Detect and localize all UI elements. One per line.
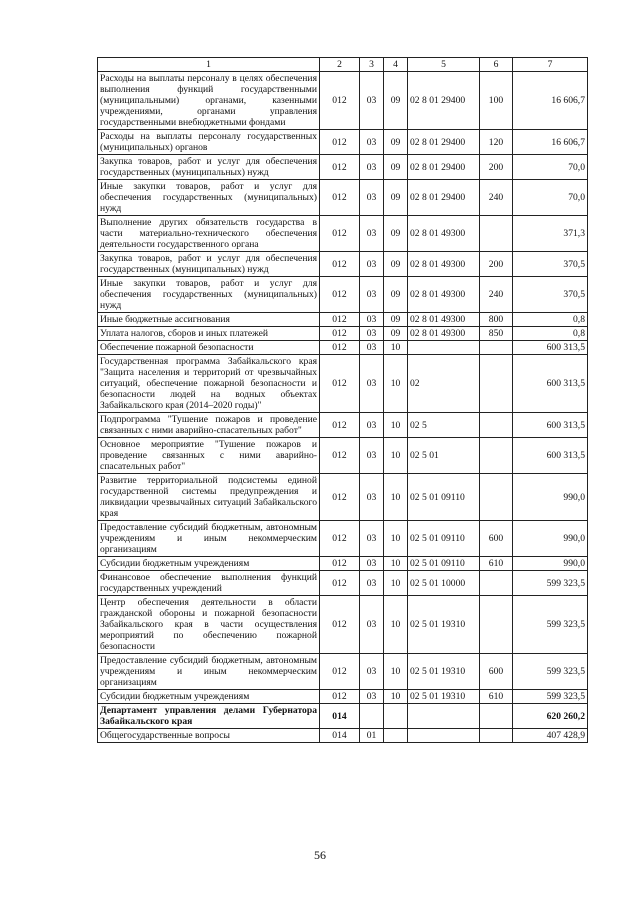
- header-row: [98, 58, 588, 72]
- cell-sum: 16 606,7: [513, 130, 588, 155]
- cell-gr: 012: [320, 155, 360, 180]
- cell-rz: 03: [360, 180, 384, 216]
- cell-vr: 240: [480, 180, 513, 216]
- cell-vr: 240: [480, 277, 513, 313]
- cell-sum: 600 313,5: [513, 341, 588, 355]
- cell-pr: [384, 704, 408, 729]
- table-row: [98, 277, 588, 313]
- cell-sum: 599 323,5: [513, 571, 588, 596]
- cell-name: Обеспечение пожарной безопасности: [98, 341, 320, 355]
- cell-gr: 012: [320, 341, 360, 355]
- cell-vr: [480, 355, 513, 413]
- cell-pr: 10: [384, 571, 408, 596]
- cell-gr: 012: [320, 474, 360, 521]
- cell-vr: [480, 413, 513, 438]
- cell-csr: 02: [408, 355, 480, 413]
- cell-rz: 01: [360, 729, 384, 743]
- cell-name: Финансовое обеспечение выполнения функций государственных учреждений: [98, 571, 320, 596]
- cell-pr: 09: [384, 130, 408, 155]
- cell-gr: 012: [320, 654, 360, 690]
- table-row: [98, 180, 588, 216]
- cell-pr: 09: [384, 327, 408, 341]
- table-row: [98, 654, 588, 690]
- cell-vr: 200: [480, 155, 513, 180]
- cell-rz: 03: [360, 690, 384, 704]
- table-row: [98, 596, 588, 654]
- table-row: [98, 355, 588, 413]
- cell-rz: 03: [360, 277, 384, 313]
- cell-csr: 02 8 01 29400: [408, 180, 480, 216]
- table-row: [98, 690, 588, 704]
- cell-vr: [480, 216, 513, 252]
- cell-gr: 012: [320, 571, 360, 596]
- budget-table: [97, 57, 588, 743]
- cell-name: Основное мероприятие "Тушение пожаров и проведение связанных с ними аварийно-спасательных работ": [98, 438, 320, 474]
- cell-pr: 10: [384, 557, 408, 571]
- cell-csr: 02 5 01 09110: [408, 521, 480, 557]
- cell-csr: 02 5 01 09110: [408, 557, 480, 571]
- table-row: [98, 313, 588, 327]
- cell-gr: 014: [320, 704, 360, 729]
- cell-csr: 02 8 01 49300: [408, 252, 480, 277]
- cell-sum: 70,0: [513, 180, 588, 216]
- cell-sum: 599 323,5: [513, 654, 588, 690]
- cell-rz: 03: [360, 654, 384, 690]
- cell-vr: 800: [480, 313, 513, 327]
- cell-gr: 012: [320, 130, 360, 155]
- cell-csr: 02 8 01 49300: [408, 216, 480, 252]
- col-header-rz: 3: [360, 58, 384, 72]
- cell-gr: 012: [320, 596, 360, 654]
- cell-csr: 02 5 01: [408, 438, 480, 474]
- table-row: [98, 216, 588, 252]
- cell-rz: 03: [360, 355, 384, 413]
- cell-name: Центр обеспечения деятельности в области гражданской обороны и пожарной безопасности Забайкальского края в части осуществления мероприятий по обеспечению пожарной безопасности: [98, 596, 320, 654]
- table-row: [98, 571, 588, 596]
- cell-sum: 600 313,5: [513, 438, 588, 474]
- cell-vr: [480, 704, 513, 729]
- cell-pr: 09: [384, 72, 408, 130]
- table-row: [98, 704, 588, 729]
- table-row: [98, 341, 588, 355]
- cell-csr: 02 5 01 19310: [408, 654, 480, 690]
- cell-sum: 990,0: [513, 474, 588, 521]
- cell-csr: [408, 341, 480, 355]
- table-row: [98, 252, 588, 277]
- cell-pr: 10: [384, 341, 408, 355]
- cell-sum: 600 313,5: [513, 413, 588, 438]
- cell-rz: 03: [360, 341, 384, 355]
- cell-name: Иные закупки товаров, работ и услуг для обеспечения государственных (муниципальных) нужд: [98, 277, 320, 313]
- cell-sum: 600 313,5: [513, 355, 588, 413]
- cell-name: Предоставление субсидий бюджетным, автономным учреждениям и иным некоммерческим организациям: [98, 654, 320, 690]
- cell-vr: [480, 571, 513, 596]
- cell-vr: [480, 596, 513, 654]
- table-row: [98, 729, 588, 743]
- cell-pr: 09: [384, 155, 408, 180]
- cell-csr: 02 5 01 09110: [408, 474, 480, 521]
- cell-rz: 03: [360, 72, 384, 130]
- cell-name: Закупка товаров, работ и услуг для обеспечения государственных (муниципальных) нужд: [98, 252, 320, 277]
- cell-csr: 02 5 01 10000: [408, 571, 480, 596]
- cell-csr: 02 5: [408, 413, 480, 438]
- cell-rz: 03: [360, 474, 384, 521]
- col-header-gr: 2: [320, 58, 360, 72]
- cell-sum: 599 323,5: [513, 596, 588, 654]
- cell-sum: 990,0: [513, 521, 588, 557]
- cell-pr: 10: [384, 474, 408, 521]
- cell-pr: 10: [384, 355, 408, 413]
- cell-gr: 012: [320, 180, 360, 216]
- cell-pr: 09: [384, 180, 408, 216]
- cell-name: Государственная программа Забайкальского края "Защита населения и территорий от чрезвычайных ситуаций, обеспечение пожарной безопасности и безопасности людей на водных объектах Забайкальского края (2014–2020 годы)": [98, 355, 320, 413]
- cell-sum: 620 260,2: [513, 704, 588, 729]
- cell-vr: 100: [480, 72, 513, 130]
- cell-name: Подпрограмма "Тушение пожаров и проведение связанных с ними аварийно-спасательных работ": [98, 413, 320, 438]
- cell-vr: 610: [480, 690, 513, 704]
- table-row: [98, 474, 588, 521]
- cell-sum: 370,5: [513, 277, 588, 313]
- cell-sum: 16 606,7: [513, 72, 588, 130]
- col-header-name: 1: [98, 58, 320, 72]
- cell-csr: 02 8 01 29400: [408, 72, 480, 130]
- cell-csr: 02 8 01 29400: [408, 155, 480, 180]
- cell-pr: 10: [384, 521, 408, 557]
- cell-pr: 10: [384, 596, 408, 654]
- cell-rz: 03: [360, 327, 384, 341]
- cell-gr: 012: [320, 277, 360, 313]
- table-row: [98, 72, 588, 130]
- table-row: [98, 438, 588, 474]
- cell-vr: 610: [480, 557, 513, 571]
- col-header-sum: 7: [513, 58, 588, 72]
- cell-name: Закупка товаров, работ и услуг для обеспечения государственных (муниципальных) нужд: [98, 155, 320, 180]
- cell-gr: 012: [320, 216, 360, 252]
- cell-rz: 03: [360, 130, 384, 155]
- cell-csr: [408, 704, 480, 729]
- cell-csr: 02 5 01 19310: [408, 596, 480, 654]
- cell-sum: 407 428,9: [513, 729, 588, 743]
- cell-gr: 012: [320, 438, 360, 474]
- cell-name: Субсидии бюджетным учреждениям: [98, 557, 320, 571]
- cell-csr: 02 8 01 49300: [408, 313, 480, 327]
- cell-sum: 371,3: [513, 216, 588, 252]
- table-row: [98, 413, 588, 438]
- cell-pr: [384, 729, 408, 743]
- cell-pr: 09: [384, 277, 408, 313]
- cell-gr: 012: [320, 557, 360, 571]
- cell-gr: 012: [320, 252, 360, 277]
- table-row: [98, 155, 588, 180]
- cell-vr: [480, 341, 513, 355]
- cell-rz: 03: [360, 557, 384, 571]
- table-row: [98, 521, 588, 557]
- cell-vr: 200: [480, 252, 513, 277]
- table-row: [98, 130, 588, 155]
- cell-csr: 02 8 01 29400: [408, 130, 480, 155]
- cell-csr: 02 8 01 49300: [408, 277, 480, 313]
- page-number: 56: [314, 848, 326, 862]
- cell-gr: 012: [320, 327, 360, 341]
- cell-rz: 03: [360, 571, 384, 596]
- cell-vr: 600: [480, 521, 513, 557]
- cell-name: Расходы на выплаты персоналу в целях обеспечения выполнения функций государственными (муниципальными) органами, казенными учреждениями, органами управления государственными внебюджетными фондами: [98, 72, 320, 130]
- cell-rz: 03: [360, 438, 384, 474]
- cell-vr: [480, 438, 513, 474]
- cell-name: Уплата налогов, сборов и иных платежей: [98, 327, 320, 341]
- cell-csr: 02 5 01 19310: [408, 690, 480, 704]
- cell-rz: 03: [360, 596, 384, 654]
- table-row: [98, 327, 588, 341]
- cell-sum: 370,5: [513, 252, 588, 277]
- cell-name: Субсидии бюджетным учреждениям: [98, 690, 320, 704]
- cell-gr: 012: [320, 355, 360, 413]
- cell-gr: 012: [320, 413, 360, 438]
- cell-name: Общегосударственные вопросы: [98, 729, 320, 743]
- cell-name: Департамент управления делами Губернатора Забайкальского края: [98, 704, 320, 729]
- cell-gr: 012: [320, 521, 360, 557]
- cell-name: Иные бюджетные ассигнования: [98, 313, 320, 327]
- cell-vr: [480, 474, 513, 521]
- cell-rz: 03: [360, 216, 384, 252]
- col-header-pr: 4: [384, 58, 408, 72]
- cell-pr: 10: [384, 690, 408, 704]
- cell-vr: 850: [480, 327, 513, 341]
- cell-vr: [480, 729, 513, 743]
- cell-pr: 09: [384, 313, 408, 327]
- cell-vr: 600: [480, 654, 513, 690]
- cell-sum: 0,8: [513, 327, 588, 341]
- cell-rz: 03: [360, 313, 384, 327]
- cell-rz: 03: [360, 252, 384, 277]
- cell-gr: 012: [320, 72, 360, 130]
- cell-rz: 03: [360, 155, 384, 180]
- cell-vr: 120: [480, 130, 513, 155]
- cell-pr: 10: [384, 438, 408, 474]
- table-row: [98, 557, 588, 571]
- cell-pr: 09: [384, 252, 408, 277]
- col-header-csr: 5: [408, 58, 480, 72]
- cell-gr: 012: [320, 690, 360, 704]
- cell-sum: 70,0: [513, 155, 588, 180]
- cell-csr: 02 8 01 49300: [408, 327, 480, 341]
- cell-name: Выполнение других обязательств государства в части материально-технического обеспечения деятельности государственного органа: [98, 216, 320, 252]
- cell-rz: 03: [360, 521, 384, 557]
- cell-name: Иные закупки товаров, работ и услуг для обеспечения государственных (муниципальных) нужд: [98, 180, 320, 216]
- cell-sum: 990,0: [513, 557, 588, 571]
- col-header-vr: 6: [480, 58, 513, 72]
- cell-csr: [408, 729, 480, 743]
- cell-sum: 0,8: [513, 313, 588, 327]
- cell-pr: 09: [384, 216, 408, 252]
- cell-name: Расходы на выплаты персоналу государственных (муниципальных) органов: [98, 130, 320, 155]
- cell-gr: 014: [320, 729, 360, 743]
- cell-name: Развитие территориальной подсистемы единой государственной системы предупреждения и ликвидации чрезвычайных ситуаций Забайкальского края: [98, 474, 320, 521]
- cell-pr: 10: [384, 654, 408, 690]
- cell-rz: [360, 704, 384, 729]
- cell-pr: 10: [384, 413, 408, 438]
- cell-gr: 012: [320, 313, 360, 327]
- cell-sum: 599 323,5: [513, 690, 588, 704]
- cell-rz: 03: [360, 413, 384, 438]
- cell-name: Предоставление субсидий бюджетным, автономным учреждениям и иным некоммерческим организациям: [98, 521, 320, 557]
